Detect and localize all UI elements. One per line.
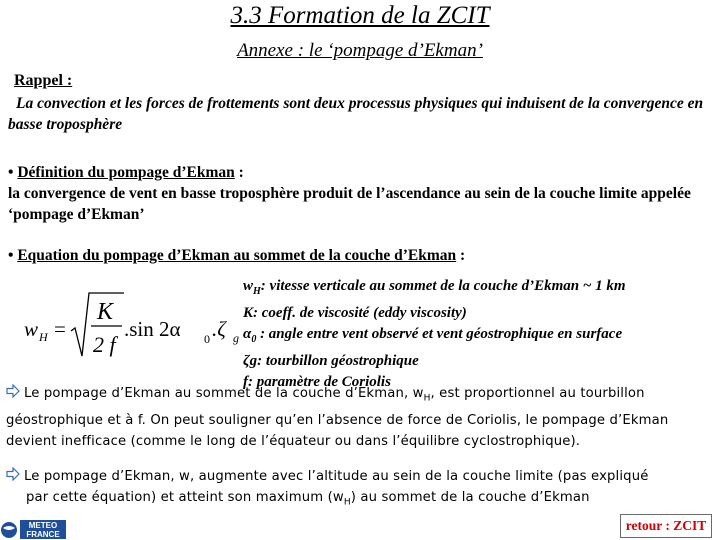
formula-w-sub: H — [39, 330, 48, 344]
def-alpha-sub: 0 — [251, 334, 257, 345]
definition-text: la convergence de vent en basse troposphère produit de l’ascendance au sein de la couche limite appelée ‘pompage d’Ekman’ — [8, 185, 691, 223]
def-wh-text: : vitesse verticale au sommet de la couche d’Ekman ~ 1 km — [260, 278, 626, 294]
equation-heading: Equation du pompage d’Ekman au sommet de la couche d’Ekman — [17, 247, 457, 264]
meteo-france-logo — [0, 519, 68, 540]
logo-text-line2: FRANCE — [26, 530, 60, 539]
equation-heading-line — [8, 247, 713, 265]
definition-bullet: • — [8, 164, 14, 181]
conclusion-2-text-b: par cette équation) et atteint son maximum (w — [26, 490, 344, 505]
conclusion-1-text-b: , est proportionnel au tourbillon géostrophique et à f. On peut souligner qu’en l’absence de force de Coriolis, le pompage d’Ekman devient inefficace (comme le long de l’équateur ou dans l’équilibre cyclostrophique). — [6, 386, 669, 449]
right-arrow-icon — [6, 384, 20, 398]
conclusion-1 — [6, 383, 718, 452]
definition-colon: : — [234, 164, 244, 181]
page-subtitle: Annexe : le ‘pompage d’Ekman’ — [237, 40, 483, 61]
rappel-text: La convection et les forces de frottements sont deux processus physiques qui induisent de la convergence en basse troposphère — [8, 95, 704, 133]
formula-equals: = — [54, 317, 66, 341]
conclusion-2-text-c: ) au sommet de la couche d’Ekman — [350, 490, 590, 505]
def-k: K: coeff. de viscosité (eddy viscosity) — [243, 304, 467, 321]
conclusion-2-sub: H — [343, 497, 351, 508]
retour-zcit-button[interactable]: retour : ZCIT — [620, 514, 712, 538]
def-wh-sub: H — [253, 286, 261, 297]
def-alpha-symbol: α — [243, 326, 252, 342]
formula-definitions — [243, 276, 626, 394]
def-alpha — [243, 324, 626, 351]
conclusion-1-text-a: Le pompage d’Ekman au sommet de la couche d’Ekman, w — [24, 386, 424, 401]
def-f: f: paramètre de Coriolis — [243, 374, 391, 390]
conclusion-1-sub: H — [423, 393, 431, 404]
formula-w: w — [24, 317, 39, 341]
definition-section — [8, 162, 713, 225]
equation-bullet: • — [8, 247, 14, 264]
formula-K: K — [97, 299, 114, 325]
formula-2f: 2 f — [93, 332, 116, 357]
formula-sin: .sin 2α — [124, 317, 181, 341]
ekman-formula — [20, 290, 256, 364]
def-wh — [243, 276, 626, 303]
page-title: 3.3 Formation de la ZCIT — [230, 2, 490, 29]
logo-text-line1: METEO — [28, 521, 58, 530]
equation-colon: : — [456, 247, 466, 264]
formula-zeta-sub: g — [233, 331, 239, 345]
def-wh-symbol: w — [243, 278, 254, 294]
right-arrow-icon — [6, 467, 20, 481]
def-alpha-text: : angle entre vent observé et vent géostrophique en surface — [256, 326, 623, 342]
formula-zeta: .ζ — [212, 317, 226, 341]
formula-alpha-sub: 0 — [204, 332, 210, 346]
definition-heading: Définition du pompage d’Ekman — [17, 164, 235, 181]
conclusion-2 — [6, 466, 718, 514]
conclusion-2-text-a: Le pompage d’Ekman, w, augmente avec l’altitude au sein de la couche limite (pas expliqué — [24, 469, 649, 484]
rappel-heading: Rappel : — [14, 72, 73, 89]
def-zeta: ζg: tourbillon géostrophique — [243, 352, 419, 369]
